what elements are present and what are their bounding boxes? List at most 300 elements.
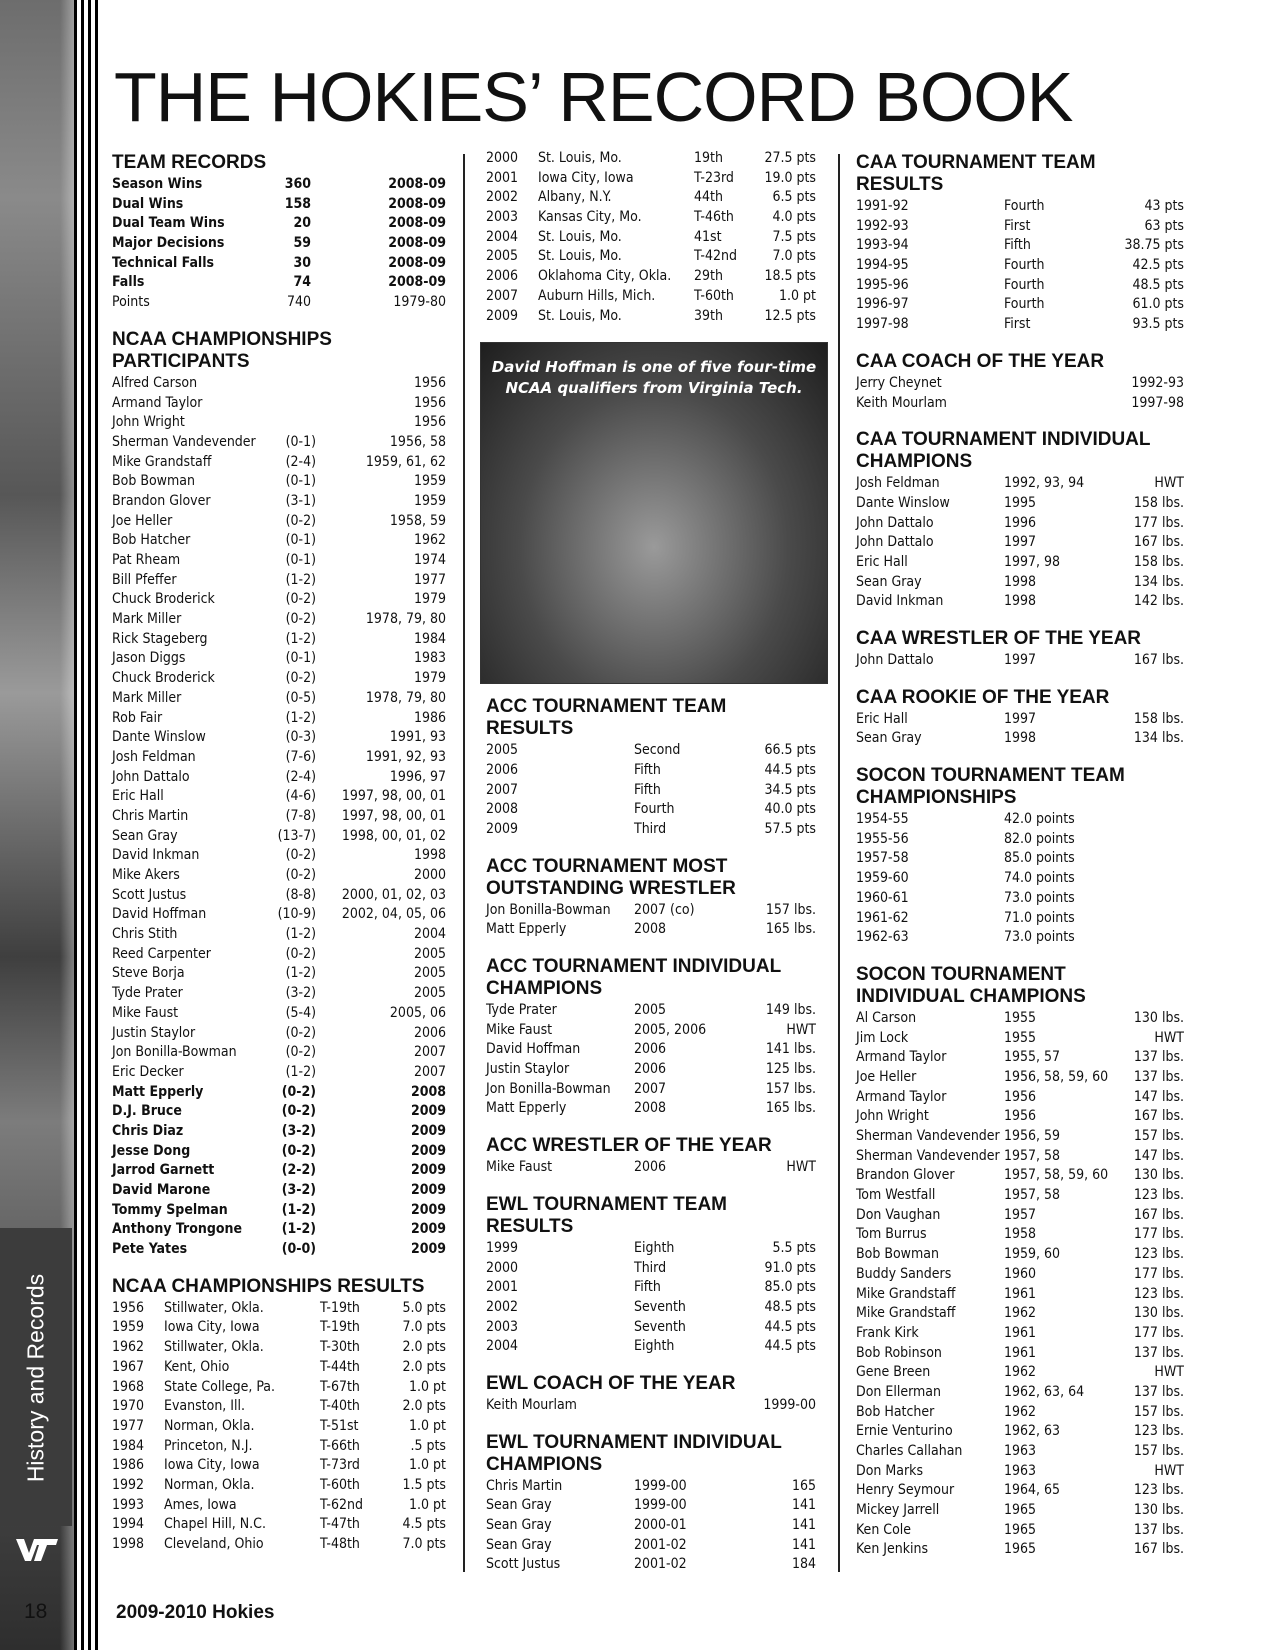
cell-name: Ernie Venturino bbox=[856, 1423, 953, 1440]
cell-site: Cleveland, Ohio bbox=[164, 1536, 264, 1552]
cell-year: 2005, 2006 bbox=[634, 1021, 707, 1038]
cell-rec: (0-1) bbox=[285, 650, 316, 667]
cell-years: 1977 bbox=[413, 571, 446, 588]
cell-name: Keith Mourlam bbox=[486, 1396, 577, 1413]
table-row bbox=[486, 1337, 816, 1357]
table-row bbox=[486, 1259, 816, 1279]
cell-place: T-46th bbox=[694, 209, 734, 226]
heading-line: CHAMPIONS bbox=[856, 451, 973, 473]
cell-pts: 38.75 pts bbox=[1124, 237, 1184, 254]
cell-wt: 167 lbs. bbox=[1133, 652, 1184, 668]
table-row bbox=[112, 630, 446, 650]
section-ncaa-participants bbox=[112, 329, 446, 1260]
cell-rec: (3-2) bbox=[281, 1182, 316, 1198]
cell-name: Mike Faust bbox=[112, 1004, 179, 1021]
cell-site: Iowa City, Iowa bbox=[164, 1319, 260, 1336]
cell-place: T-42nd bbox=[694, 248, 737, 265]
table-row bbox=[856, 1048, 1184, 1068]
cell-pts: 44.5 pts bbox=[764, 761, 816, 778]
table-row bbox=[112, 254, 446, 274]
cell-name: Bob Bowman bbox=[856, 1246, 939, 1263]
cell-pts: .5 pts bbox=[410, 1437, 446, 1454]
cell-wt: 167 lbs. bbox=[1133, 1108, 1184, 1125]
cell-wt: 141 bbox=[791, 1517, 816, 1533]
cell-years: 1956, 58 bbox=[389, 433, 446, 450]
cell-name: Armand Taylor bbox=[856, 1049, 947, 1066]
cell-value: 59 bbox=[293, 235, 311, 252]
table-row bbox=[112, 709, 446, 729]
cell-pts: 1.0 pt bbox=[409, 1417, 446, 1434]
cell-year: 1959, 60 bbox=[1004, 1246, 1061, 1263]
cell-name: Dante Winslow bbox=[112, 729, 206, 746]
cell-year: 1957 bbox=[1004, 1206, 1037, 1223]
cell-place: Fifth bbox=[634, 781, 661, 798]
table-row bbox=[112, 1318, 446, 1338]
table-row bbox=[486, 781, 816, 801]
cell-name: Pete Yates bbox=[112, 1241, 188, 1258]
cell-name: Sean Gray bbox=[486, 1536, 552, 1553]
cell-year: 1957, 58 bbox=[1004, 1147, 1061, 1164]
cell-name: Chris Stith bbox=[112, 926, 178, 943]
table-row bbox=[486, 208, 816, 228]
cell-year: 1956 bbox=[1004, 1108, 1037, 1125]
footer-title: 2009-2010 Hokies bbox=[116, 1602, 275, 1623]
table-row bbox=[856, 1186, 1184, 1206]
cell-name: Don Marks bbox=[856, 1462, 924, 1479]
cell-site: Chapel Hill, N.C. bbox=[164, 1516, 266, 1533]
cell-year: 1998 bbox=[112, 1536, 145, 1552]
cell-label: Major Decisions bbox=[112, 235, 225, 252]
cell-pts: 4.0 pts bbox=[772, 209, 816, 226]
cell-name: Scott Justus bbox=[486, 1556, 561, 1573]
cell-pts: 85.0 pts bbox=[764, 1279, 816, 1296]
cell-site: Auburn Hills, Mich. bbox=[538, 287, 656, 304]
cell-year: 1965 bbox=[1004, 1541, 1037, 1558]
cell-year: 1963 bbox=[1004, 1443, 1037, 1459]
cell-years: 2005 bbox=[413, 945, 446, 962]
heading-line: ACC TOURNAMENT INDIVIDUAL bbox=[486, 956, 782, 977]
cell-rec: (7-8) bbox=[285, 807, 316, 824]
cell-name: Anthony Trongone bbox=[112, 1221, 242, 1238]
cell-place: Fourth bbox=[1004, 257, 1045, 274]
cell-year: 1996 bbox=[1004, 514, 1037, 531]
cell-pts: 2.0 pts bbox=[402, 1339, 446, 1356]
table-row bbox=[112, 293, 446, 313]
table-row bbox=[856, 849, 1184, 869]
cell-place: Fifth bbox=[1004, 237, 1031, 254]
cell-place: T-47th bbox=[320, 1516, 360, 1533]
cell-wt: 141 lbs. bbox=[765, 1041, 816, 1058]
cell-year: 1999-00 bbox=[634, 1477, 687, 1494]
cell-year: 2008 bbox=[486, 801, 519, 818]
cell-year: 2008-09 bbox=[388, 254, 446, 271]
cell-pts: 91.0 pts bbox=[764, 1259, 816, 1276]
cell-wt: 157 lbs. bbox=[1133, 1128, 1184, 1144]
cell-years: 1958, 59 bbox=[389, 512, 446, 529]
cell-year: 1957-58 bbox=[856, 850, 909, 867]
section-heading bbox=[856, 429, 1184, 473]
cell-wt: HWT bbox=[1154, 475, 1184, 492]
cell-year: 2008-09 bbox=[388, 215, 446, 232]
cell-year: 2006 bbox=[486, 268, 519, 285]
cell-year: 1957, 58, 59, 60 bbox=[1004, 1167, 1109, 1184]
cell-name: Josh Feldman bbox=[112, 748, 196, 765]
cell-place: T-67th bbox=[320, 1378, 360, 1395]
cell-years: 1998 bbox=[413, 847, 446, 864]
cell-rec: (1-2) bbox=[285, 709, 316, 726]
cell-wt: 123 lbs. bbox=[1133, 1423, 1184, 1440]
table-row bbox=[112, 964, 446, 984]
cell-rec: (13-7) bbox=[277, 827, 316, 844]
cell-wt: 134 lbs. bbox=[1133, 730, 1184, 747]
cell-wt: 130 lbs. bbox=[1133, 1305, 1184, 1322]
table-row bbox=[486, 1099, 816, 1119]
cell-pts: 7.0 pts bbox=[402, 1536, 446, 1552]
cell-name: Henry Seymour bbox=[856, 1482, 955, 1499]
cell-year: 1970 bbox=[112, 1398, 145, 1415]
table-row bbox=[856, 1344, 1184, 1364]
table-row bbox=[112, 1083, 446, 1103]
cell-wt: 158 lbs. bbox=[1133, 710, 1184, 727]
cell-year: 1954-55 bbox=[856, 811, 909, 828]
table-row bbox=[856, 256, 1184, 276]
cell-year: 1998 bbox=[1004, 730, 1037, 747]
cell-name: Jon Bonilla-Bowman bbox=[112, 1044, 237, 1061]
table-row bbox=[486, 1278, 816, 1298]
cell-wt: 141 bbox=[791, 1536, 816, 1553]
cell-name: Eric Hall bbox=[856, 553, 908, 570]
cell-year: 2008-09 bbox=[388, 195, 446, 212]
page-title: THE HOKIES’ RECORD BOOK bbox=[114, 58, 1073, 136]
cell-year: 1957, 58 bbox=[1004, 1187, 1061, 1204]
cell-name: Joe Heller bbox=[856, 1068, 917, 1085]
table-row bbox=[112, 1004, 446, 1024]
cell-years: 1978, 79, 80 bbox=[365, 611, 446, 628]
cell-pts: 61.0 pts bbox=[1132, 296, 1184, 313]
cell-pts: 4.5 pts bbox=[402, 1516, 446, 1533]
cell-wt: 137 lbs. bbox=[1133, 1383, 1184, 1400]
cell-years: 2000 bbox=[413, 867, 446, 883]
cell-year: 1997-98 bbox=[1131, 394, 1184, 411]
cell-years: 1998, 00, 01, 02 bbox=[341, 827, 446, 844]
cell-rec: (2-2) bbox=[281, 1162, 316, 1179]
cell-wt: 123 lbs. bbox=[1133, 1246, 1184, 1263]
cell-name: John Dattalo bbox=[856, 534, 934, 551]
cell-wt: HWT bbox=[1154, 1029, 1184, 1046]
table-row bbox=[486, 247, 816, 267]
cell-pts: 6.5 pts bbox=[772, 189, 816, 206]
table-row bbox=[112, 195, 446, 215]
table-row bbox=[856, 1462, 1184, 1482]
table-row bbox=[856, 1147, 1184, 1167]
table-row bbox=[856, 592, 1184, 612]
cell-rec: (0-2) bbox=[285, 945, 316, 962]
cell-years: 1984 bbox=[413, 630, 446, 647]
heading-line: CAA WRESTLER OF THE YEAR bbox=[856, 628, 1142, 649]
cell-rec: (1-2) bbox=[281, 1201, 316, 1218]
table-row bbox=[112, 1043, 446, 1063]
table-row bbox=[112, 1338, 446, 1358]
table-row bbox=[112, 610, 446, 630]
cell-site: Kent, Ohio bbox=[164, 1358, 230, 1375]
cell-place: T-40th bbox=[320, 1398, 360, 1415]
table-row bbox=[112, 866, 446, 886]
column-middle bbox=[486, 152, 816, 1591]
cell-rec: (0-2) bbox=[285, 847, 316, 864]
cell-pts: 42.5 pts bbox=[1132, 257, 1184, 274]
cell-year: 2001 bbox=[486, 1279, 519, 1296]
table-row bbox=[112, 512, 446, 532]
cell-years: 1997, 98, 00, 01 bbox=[341, 788, 446, 805]
table-row bbox=[112, 531, 446, 551]
cell-year: 1955-56 bbox=[856, 830, 909, 847]
cell-place: T-62nd bbox=[320, 1496, 363, 1513]
cell-label: Season Wins bbox=[112, 176, 203, 192]
cell-name: Chuck Broderick bbox=[112, 670, 215, 687]
table-row bbox=[856, 1009, 1184, 1029]
cell-wt: 167 lbs. bbox=[1133, 1206, 1184, 1223]
cell-rec: (0-2) bbox=[285, 591, 316, 608]
cell-wt: 147 lbs. bbox=[1133, 1147, 1184, 1164]
cell-year: 1962 bbox=[1004, 1364, 1037, 1381]
table-row bbox=[486, 1040, 816, 1060]
sidebar-stripes bbox=[74, 0, 100, 1650]
cell-site: Princeton, N.J. bbox=[164, 1437, 253, 1454]
cell-place: T-51st bbox=[320, 1417, 359, 1434]
cell-years: 2008 bbox=[410, 1083, 446, 1100]
table-row bbox=[486, 1396, 816, 1416]
cell-pts: 5.0 pts bbox=[402, 1299, 446, 1316]
cell-year: 2004 bbox=[486, 228, 519, 245]
cell-year: 2003 bbox=[486, 1318, 519, 1335]
cell-place: Fourth bbox=[1004, 296, 1045, 313]
cell-pts: 1.0 pt bbox=[409, 1496, 446, 1513]
cell-year: 1961 bbox=[1004, 1344, 1037, 1361]
table-row bbox=[486, 287, 816, 307]
cell-year: 1956, 58, 59, 60 bbox=[1004, 1068, 1109, 1085]
cell-years: 2009 bbox=[410, 1221, 446, 1238]
cell-wt: 137 lbs. bbox=[1133, 1344, 1184, 1361]
cell-year: 2005 bbox=[486, 248, 519, 265]
cell-label: Dual Wins bbox=[112, 195, 184, 212]
cell-year: 1961-62 bbox=[856, 909, 909, 926]
table-row bbox=[856, 474, 1184, 494]
table-row bbox=[856, 276, 1184, 296]
table-row bbox=[856, 236, 1184, 256]
cell-name: Josh Feldman bbox=[856, 475, 940, 492]
table-row bbox=[112, 1220, 446, 1240]
table-row bbox=[856, 1403, 1184, 1423]
heading-line: CHAMPIONSHIPS bbox=[856, 787, 1017, 809]
table-row bbox=[112, 984, 446, 1004]
cell-site: St. Louis, Mo. bbox=[538, 228, 622, 245]
table-row bbox=[856, 374, 1184, 394]
cell-pts: 85.0 points bbox=[1004, 850, 1075, 867]
cell-year: 1997-98 bbox=[856, 316, 909, 333]
heading-line: ACC WRESTLER OF THE YEAR bbox=[486, 1135, 772, 1157]
cell-place: First bbox=[1004, 217, 1031, 234]
cell-years: 1956 bbox=[413, 394, 446, 411]
cell-name: Bill Pfeffer bbox=[112, 571, 177, 588]
cell-name: Steve Borja bbox=[112, 965, 185, 982]
section-heading bbox=[856, 152, 1184, 196]
cell-place: 39th bbox=[694, 307, 723, 324]
table-row bbox=[112, 1437, 446, 1457]
heading-line: NCAA CHAMPIONSHIPS bbox=[112, 328, 332, 350]
section-heading bbox=[486, 1373, 816, 1395]
table-row bbox=[856, 1107, 1184, 1127]
section-caa-coach bbox=[856, 351, 1184, 413]
table-row bbox=[112, 846, 446, 866]
cell-rec: (3-2) bbox=[281, 1122, 316, 1139]
cell-rec: (0-0) bbox=[281, 1241, 316, 1258]
cell-wt: 134 lbs. bbox=[1133, 573, 1184, 590]
cell-year: 1977 bbox=[112, 1417, 145, 1434]
cell-wt: HWT bbox=[786, 1159, 816, 1176]
heading-line: SOCON TOURNAMENT TEAM bbox=[856, 765, 1125, 787]
cell-place: Third bbox=[634, 820, 667, 837]
table-row bbox=[486, 820, 816, 840]
heading-line: EWL COACH OF THE YEAR bbox=[486, 1372, 736, 1394]
section-ncaa-results-cont bbox=[486, 149, 816, 326]
table-row bbox=[856, 830, 1184, 850]
cell-name: John Wright bbox=[856, 1108, 929, 1125]
cell-name: Tyde Prater bbox=[112, 985, 183, 1002]
cell-rec: (0-5) bbox=[285, 689, 316, 706]
cell-year: 2001-02 bbox=[634, 1556, 687, 1573]
cell-years: 1959 bbox=[413, 473, 446, 490]
cell-rec: (0-2) bbox=[285, 867, 316, 883]
cell-name: John Wright bbox=[112, 414, 185, 431]
cell-rec: (0-2) bbox=[281, 1142, 316, 1159]
cell-rec: (0-3) bbox=[285, 729, 316, 746]
cell-wt: 147 lbs. bbox=[1133, 1088, 1184, 1105]
cell-years: 2002, 04, 05, 06 bbox=[341, 906, 446, 923]
table-row bbox=[486, 1477, 816, 1497]
cell-site: St. Louis, Mo. bbox=[538, 150, 622, 166]
cell-name: Frank Kirk bbox=[856, 1324, 919, 1341]
cell-name: Tom Westfall bbox=[856, 1187, 936, 1204]
table-row bbox=[486, 1080, 816, 1100]
cell-years: 2009 bbox=[410, 1182, 446, 1198]
cell-pts: 63 pts bbox=[1144, 217, 1184, 234]
cell-year: 1992 bbox=[112, 1476, 145, 1493]
table-row bbox=[112, 492, 446, 512]
table-row bbox=[856, 394, 1184, 414]
table-row bbox=[856, 729, 1184, 749]
table-row bbox=[112, 413, 446, 433]
cell-years: 2009 bbox=[410, 1162, 446, 1179]
cell-name: Justin Staylor bbox=[486, 1061, 570, 1078]
cell-name: Chuck Broderick bbox=[112, 591, 215, 608]
table-row bbox=[112, 1142, 446, 1162]
cell-place: 44th bbox=[694, 189, 723, 206]
cell-site: State College, Pa. bbox=[164, 1378, 276, 1395]
cell-pts: 2.0 pts bbox=[402, 1398, 446, 1415]
cell-year: 1997 bbox=[1004, 710, 1037, 727]
cell-year: 1996-97 bbox=[856, 296, 909, 313]
table-row bbox=[856, 1265, 1184, 1285]
table-row bbox=[856, 1304, 1184, 1324]
cell-rec: (3-2) bbox=[285, 985, 316, 1002]
heading-line: CHAMPIONS bbox=[486, 1453, 603, 1475]
table-row bbox=[486, 901, 816, 921]
cell-year: 1968 bbox=[112, 1378, 145, 1395]
table-row bbox=[112, 1535, 446, 1555]
cell-place: 41st bbox=[694, 228, 722, 245]
table-row bbox=[486, 1021, 816, 1041]
cell-place: T-19th bbox=[320, 1319, 360, 1336]
cell-years: 2006 bbox=[413, 1024, 446, 1041]
cell-year: 2005 bbox=[486, 742, 519, 759]
section-heading bbox=[112, 329, 446, 373]
cell-name: Joe Heller bbox=[112, 512, 173, 529]
section-ncaa-results bbox=[112, 1276, 446, 1555]
cell-name: Don Ellerman bbox=[856, 1383, 941, 1400]
cell-value: 20 bbox=[293, 215, 311, 232]
cell-name: Bob Robinson bbox=[856, 1344, 942, 1361]
table-row bbox=[112, 175, 446, 195]
cell-year: 2008 bbox=[634, 921, 667, 938]
table-row bbox=[112, 649, 446, 669]
cell-year: 1992-93 bbox=[1131, 374, 1184, 391]
cell-pts: 48.5 pts bbox=[764, 1298, 816, 1315]
table-row bbox=[486, 1001, 816, 1021]
cell-year: 2007 bbox=[486, 781, 519, 798]
table-row bbox=[112, 234, 446, 254]
table-row bbox=[112, 1378, 446, 1398]
table-row bbox=[112, 1358, 446, 1378]
cell-year: 2000 bbox=[486, 150, 519, 166]
section-ewl-coach bbox=[486, 1373, 816, 1416]
cell-year: 1997, 98 bbox=[1004, 553, 1061, 570]
cell-year: 1959 bbox=[112, 1319, 145, 1336]
table-row bbox=[112, 886, 446, 906]
cell-wt: 165 bbox=[791, 1477, 816, 1494]
heading-line: CHAMPIONS bbox=[486, 978, 603, 999]
cell-wt: 167 lbs. bbox=[1133, 534, 1184, 551]
cell-name: Tom Burrus bbox=[856, 1226, 927, 1243]
cell-site: Ames, Iowa bbox=[164, 1496, 237, 1513]
cell-name: Bob Bowman bbox=[112, 473, 195, 490]
cell-wt: 157 lbs. bbox=[765, 1080, 816, 1097]
heading-line: PARTICIPANTS bbox=[112, 350, 250, 372]
cell-name: Jesse Dong bbox=[112, 1142, 191, 1159]
table-row bbox=[112, 925, 446, 945]
cell-rec: (8-8) bbox=[285, 886, 316, 903]
heading-line: OUTSTANDING WRESTLER bbox=[486, 877, 736, 899]
cell-year: 2003 bbox=[486, 209, 519, 226]
table-row bbox=[856, 1088, 1184, 1108]
cell-name: Mike Faust bbox=[486, 1021, 553, 1038]
cell-year: 1992-93 bbox=[856, 217, 909, 234]
table-row bbox=[486, 307, 816, 327]
cell-pts: 7.0 pts bbox=[772, 248, 816, 265]
heading-line: ACC TOURNAMENT TEAM RESULTS bbox=[486, 696, 727, 740]
table-row bbox=[486, 1536, 816, 1556]
heading-line: EWL TOURNAMENT TEAM RESULTS bbox=[486, 1193, 728, 1237]
table-row bbox=[856, 1245, 1184, 1265]
table-row bbox=[112, 807, 446, 827]
cell-name: Jarrod Garnett bbox=[112, 1162, 215, 1179]
cell-pts: 57.5 pts bbox=[764, 820, 816, 837]
cell-site: Kansas City, Mo. bbox=[538, 209, 642, 226]
cell-wt: 165 lbs. bbox=[765, 921, 816, 938]
cell-year: 2007 (co) bbox=[634, 901, 695, 918]
cell-years: 1974 bbox=[413, 552, 446, 568]
cell-site: Norman, Okla. bbox=[164, 1476, 255, 1493]
cell-pts: 93.5 pts bbox=[1132, 316, 1184, 333]
